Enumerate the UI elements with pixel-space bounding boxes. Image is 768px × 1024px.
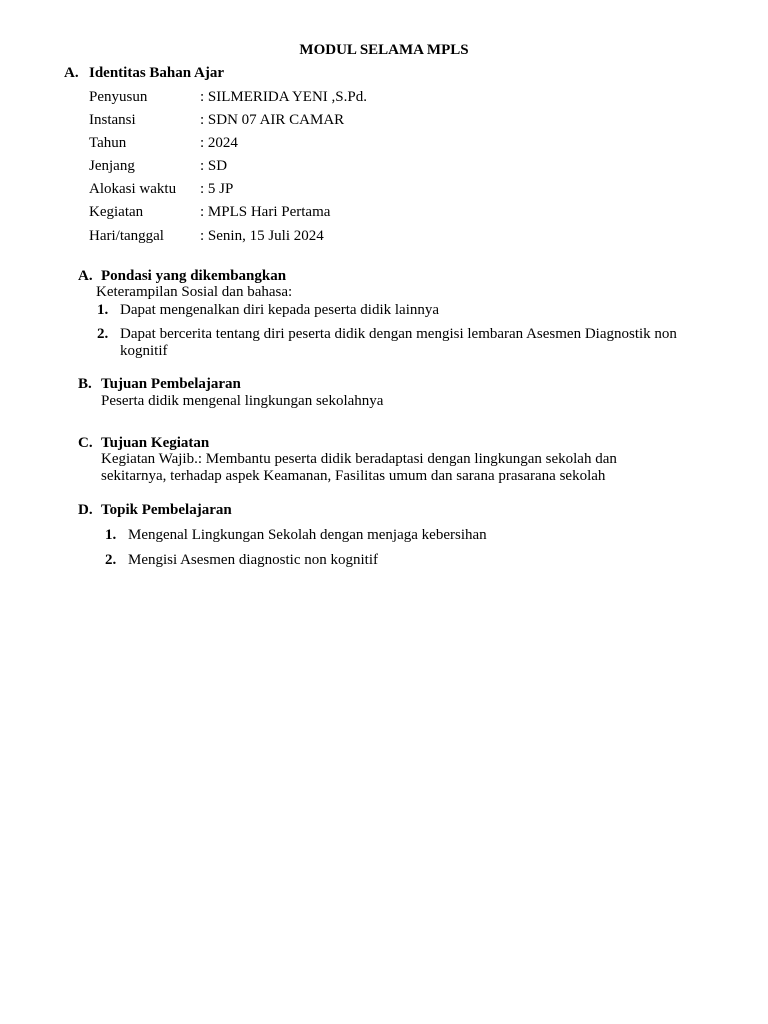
section-pondasi-heading: Pondasi yang dikembangkan — [101, 268, 287, 284]
identity-value: : SD — [200, 158, 228, 174]
identity-label: Instansi — [89, 112, 136, 128]
identity-label: Hari/tanggal — [89, 228, 164, 244]
identity-label: Alokasi waktu — [89, 181, 177, 197]
list-item-continuation: kognitif — [120, 343, 168, 359]
section-b-letter: B. — [78, 376, 92, 392]
section-c-letter: C. — [78, 435, 93, 451]
list-number: 2. — [105, 552, 117, 568]
pondasi-intro: Keterampilan Sosial dan bahasa: — [96, 284, 293, 300]
section-c-text-line2: sekitarnya, terhadap aspek Keamanan, Fasilitas umum dan sarana prasarana sekolah — [101, 468, 606, 484]
identity-value: : SDN 07 AIR CAMAR — [200, 112, 345, 128]
identity-value: : Senin, 15 Juli 2024 — [200, 228, 324, 244]
section-d-letter: D. — [78, 502, 93, 518]
identity-value: : 5 JP — [200, 181, 234, 197]
list-item: Mengenal Lingkungan Sekolah dengan menjaga kebersihan — [128, 527, 487, 543]
section-a-heading: Identitas Bahan Ajar — [89, 65, 225, 81]
identity-label: Jenjang — [89, 158, 135, 174]
identity-label: Tahun — [89, 135, 127, 151]
section-c-text-line1: Kegiatan Wajib.: Membantu peserta didik beradaptasi dengan lingkungan sekolah dan — [101, 451, 617, 467]
section-b-heading: Tujuan Pembelajaran — [101, 376, 241, 392]
section-b-text: Peserta didik mengenal lingkungan sekolahnya — [101, 393, 384, 409]
section-a-letter: A. — [64, 65, 79, 81]
list-item: Mengisi Asesmen diagnostic non kognitif — [128, 552, 378, 568]
list-number: 1. — [105, 527, 117, 543]
list-number: 1. — [97, 302, 109, 318]
identity-label: Penyusun — [89, 89, 148, 105]
list-number: 2. — [97, 326, 109, 342]
identity-value: : SILMERIDA YENI ,S.Pd. — [200, 89, 367, 105]
section-pondasi-letter: A. — [78, 268, 93, 284]
identity-value: : MPLS Hari Pertama — [200, 204, 331, 220]
identity-value: : 2024 — [200, 135, 238, 151]
document-title: MODUL SELAMA MPLS — [299, 42, 469, 58]
section-c-heading: Tujuan Kegiatan — [101, 435, 210, 451]
list-item: Dapat bercerita tentang diri peserta didik dengan mengisi lembaran Asesmen Diagnostik non — [120, 326, 677, 342]
list-item: Dapat mengenalkan diri kepada peserta didik lainnya — [120, 302, 440, 318]
identity-label: Kegiatan — [89, 204, 144, 220]
section-d-heading: Topik Pembelajaran — [101, 502, 232, 518]
